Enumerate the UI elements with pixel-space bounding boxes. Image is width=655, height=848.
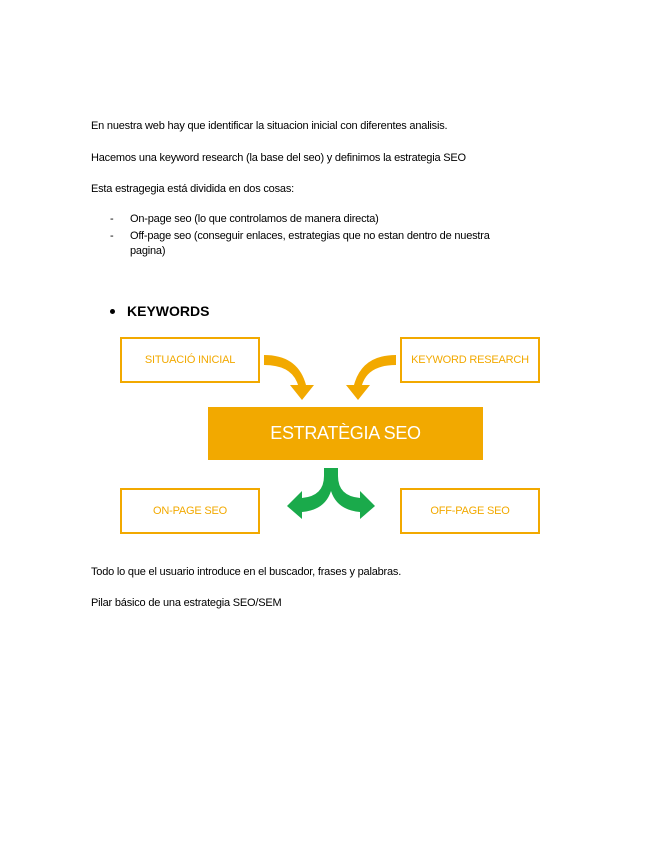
box-off-page-seo: OFF-PAGE SEO <box>400 488 540 534</box>
keywords-heading-text: KEYWORDS <box>127 303 210 319</box>
paragraph-pilar-basico: Pilar básico de una estrategia SEO/SEM <box>91 597 282 609</box>
paragraph-usuario-introduce: Todo lo que el usuario introduce en el buscador, frases y palabras. <box>91 566 402 578</box>
paragraph-estrategia-division: Esta estragegia está dividida en dos cosas: <box>91 183 294 195</box>
arrow-top-right-icon <box>346 355 396 400</box>
box-situacio-inicial: SITUACIÓ INICIAL <box>120 337 260 383</box>
list-item-off-page-continued: pagina) <box>130 245 166 257</box>
arrow-top-left-icon <box>264 355 314 400</box>
arrow-bottom-split-icon <box>287 468 375 519</box>
list-dash: - <box>110 230 114 242</box>
box-on-page-seo: ON-PAGE SEO <box>120 488 260 534</box>
list-item-off-page: Off-page seo (conseguir enlaces, estrategias que no estan dentro de nuestra <box>130 230 490 242</box>
list-item-on-page: On-page seo (lo que controlamos de manera directa) <box>130 213 379 225</box>
box-keyword-research: KEYWORD RESEARCH <box>400 337 540 383</box>
list-dash: - <box>110 213 114 225</box>
paragraph-keyword-research: Hacemos una keyword research (la base del seo) y definimos la estrategia SEO <box>91 152 466 164</box>
box-estrategia-seo: ESTRATÈGIA SEO <box>208 407 483 460</box>
paragraph-situacion-inicial: En nuestra web hay que identificar la situacion inicial con diferentes analisis. <box>91 120 448 132</box>
